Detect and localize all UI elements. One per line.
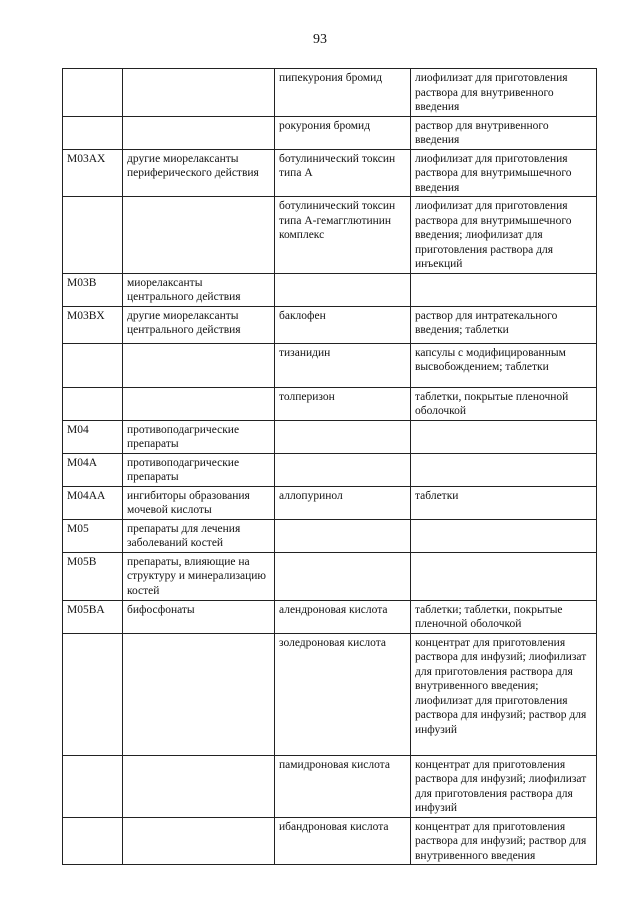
table-row xyxy=(63,69,597,117)
atc-code-cell xyxy=(63,755,123,817)
atc-code-cell: M03BX xyxy=(63,306,123,343)
drug-name-cell: пипекурония бромид xyxy=(275,69,411,117)
dosage-form-cell: концентрат для приготовления раствора для инфузий; раствор для внутривенного введения xyxy=(411,817,597,865)
drug-name-cell: ибандроновая кислота xyxy=(275,817,411,865)
dosage-form-cell: лиофилизат для приготовления раствора для внутримышечного введения xyxy=(411,149,597,197)
group-cell xyxy=(123,633,275,755)
atc-code-cell xyxy=(63,197,123,274)
drug-name-cell: баклофен xyxy=(275,306,411,343)
dosage-form-cell: раствор для интратекального введения; таблетки xyxy=(411,306,597,343)
dosage-form-cell: лиофилизат для приготовления раствора для внутривенного введения xyxy=(411,69,597,117)
dosage-form-cell: раствор для внутривенного введения xyxy=(411,116,597,149)
atc-code-cell xyxy=(63,116,123,149)
dosage-form-cell: таблетки; таблетки, покрытые пленочной оболочкой xyxy=(411,600,597,633)
atc-code-cell: M04A xyxy=(63,453,123,486)
drug-name-cell xyxy=(275,273,411,306)
drug-name-cell: аллопуринол xyxy=(275,486,411,519)
atc-code-cell: M05B xyxy=(63,552,123,600)
atc-code-cell xyxy=(63,633,123,755)
group-cell: противоподагрические препараты xyxy=(123,453,275,486)
atc-code-cell: M05BA xyxy=(63,600,123,633)
table-row xyxy=(63,486,597,519)
dosage-form-cell: капсулы с модифицированным высвобождением; таблетки xyxy=(411,343,597,387)
table-row xyxy=(63,600,597,633)
group-cell: ингибиторы образования мочевой кислоты xyxy=(123,486,275,519)
atc-code-cell xyxy=(63,387,123,420)
dosage-form-cell xyxy=(411,519,597,552)
group-cell xyxy=(123,197,275,274)
group-cell: другие миорелаксанты центрального действия xyxy=(123,306,275,343)
table-row xyxy=(63,343,597,387)
drug-name-cell: ботулинический токсин типа А xyxy=(275,149,411,197)
group-cell xyxy=(123,343,275,387)
group-cell: противоподагрические препараты xyxy=(123,420,275,453)
group-cell xyxy=(123,817,275,865)
drug-name-cell: ботулинический токсин типа А-гемагглютинин комплекс xyxy=(275,197,411,274)
group-cell: препараты для лечения заболеваний костей xyxy=(123,519,275,552)
drug-name-cell xyxy=(275,519,411,552)
atc-code-cell: M03AX xyxy=(63,149,123,197)
drug-name-cell: рокурония бромид xyxy=(275,116,411,149)
table-row xyxy=(63,633,597,755)
dosage-form-cell: концентрат для приготовления раствора для инфузий; лиофилизат для приготовления раствора для инфузий xyxy=(411,755,597,817)
table-row xyxy=(63,519,597,552)
table-row xyxy=(63,552,597,600)
drug-name-cell: алендроновая кислота xyxy=(275,600,411,633)
group-cell: препараты, влияющие на структуру и минерализацию костей xyxy=(123,552,275,600)
dosage-form-cell: лиофилизат для приготовления раствора для внутримышечного введения; лиофилизат для приготовления раствора для инъекций xyxy=(411,197,597,274)
table-row xyxy=(63,197,597,274)
atc-code-cell: M04 xyxy=(63,420,123,453)
table-row xyxy=(63,149,597,197)
table-row xyxy=(63,817,597,865)
atc-code-cell xyxy=(63,343,123,387)
group-cell: бифосфонаты xyxy=(123,600,275,633)
drug-name-cell: тизанидин xyxy=(275,343,411,387)
table-row xyxy=(63,387,597,420)
group-cell xyxy=(123,69,275,117)
dosage-form-cell: таблетки xyxy=(411,486,597,519)
group-cell xyxy=(123,755,275,817)
atc-code-cell: M03B xyxy=(63,273,123,306)
table-row xyxy=(63,420,597,453)
drug-name-cell: толперизон xyxy=(275,387,411,420)
dosage-form-cell xyxy=(411,273,597,306)
dosage-form-cell xyxy=(411,552,597,600)
dosage-form-cell: концентрат для приготовления раствора для инфузий; лиофилизат для приготовления раствора для внутривенного введения; лиофилизат для приготовления раствора для инфузий; раствор для инфузий xyxy=(411,633,597,755)
dosage-form-cell: таблетки, покрытые пленочной оболочкой xyxy=(411,387,597,420)
group-cell xyxy=(123,116,275,149)
table-row xyxy=(63,116,597,149)
drug-table xyxy=(62,68,597,865)
drug-name-cell xyxy=(275,453,411,486)
dosage-form-cell xyxy=(411,453,597,486)
table-row xyxy=(63,755,597,817)
drug-name-cell xyxy=(275,420,411,453)
drug-name-cell: золедроновая кислота xyxy=(275,633,411,755)
page-number: 93 xyxy=(313,32,327,47)
table-row xyxy=(63,273,597,306)
atc-code-cell: M04AA xyxy=(63,486,123,519)
group-cell xyxy=(123,387,275,420)
drug-name-cell: памидроновая кислота xyxy=(275,755,411,817)
table-row xyxy=(63,453,597,486)
atc-code-cell xyxy=(63,817,123,865)
drug-name-cell xyxy=(275,552,411,600)
dosage-form-cell xyxy=(411,420,597,453)
atc-code-cell: M05 xyxy=(63,519,123,552)
group-cell: другие миорелаксанты периферического действия xyxy=(123,149,275,197)
group-cell: миорелаксанты центрального действия xyxy=(123,273,275,306)
atc-code-cell xyxy=(63,69,123,117)
table-row xyxy=(63,306,597,343)
